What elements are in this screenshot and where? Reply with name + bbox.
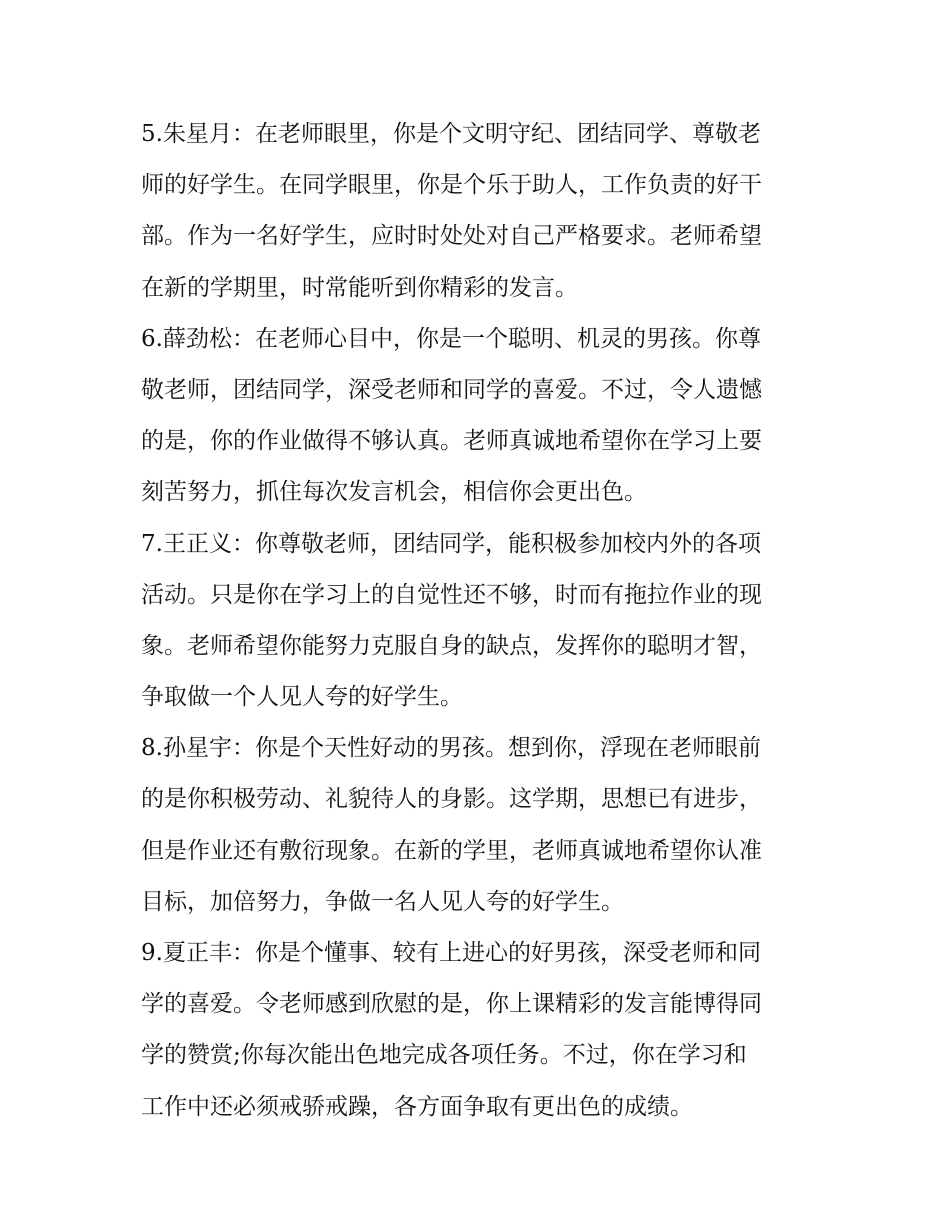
comment-entry-9 <box>141 928 819 1133</box>
text-line: 9.夏正丰：你是个懂事、较有上进心的好男孩，深受老师和同 <box>141 940 761 966</box>
text-line: 的是你积极劳动、礼貌待人的身影。这学期，思想已有进步， <box>141 786 762 813</box>
document-body <box>141 109 819 1133</box>
text-line: 但是作业还有敷衍现象。在新的学里，老师真诚地希望你认准 <box>141 837 762 864</box>
text-line: 活动。只是你在学习上的自觉性还不够，时而有拖拉作业的现 <box>141 581 762 608</box>
text-line: 6.薛劲松：在老师心目中，你是一个聪明、机灵的男孩。你尊 <box>141 325 761 352</box>
text-line: 5.朱星月：在老师眼里，你是个文明守纪、团结同学、尊敬老 <box>141 121 761 147</box>
text-line: 师的好学生。在同学眼里，你是个乐于助人，工作负责的好干 <box>141 172 762 199</box>
text-line: 刻苦努力，抓住每次发言机会，相信你会更出色。 <box>141 479 647 506</box>
comment-entry-6 <box>141 314 819 519</box>
comment-entry-5 <box>141 109 819 314</box>
text-line: 学的喜爱。令老师感到欣慰的是，你上课精彩的发言能博得同 <box>141 991 762 1018</box>
text-line: 在新的学期里，时常能听到你精彩的发言。 <box>141 274 578 301</box>
text-line: 8.孙星宇：你是个天性好动的男孩。想到你，浮现在老师眼前 <box>141 735 761 762</box>
text-line: 7.王正义：你尊敬老师，团结同学，能积极参加校内外的各项 <box>141 530 761 557</box>
comment-entry-7 <box>141 519 819 724</box>
text-line: 敬老师，团结同学，深受老师和同学的喜爱。不过，令人遗憾 <box>141 376 762 403</box>
text-line: 工作中还必须戒骄戒躁，各方面争取有更出色的成绩。 <box>141 1093 693 1120</box>
text-line: 象。老师希望你能努力克服自身的缺点，发挥你的聪明才智， <box>141 632 762 659</box>
text-line: 部。作为一名好学生，应时时处处对自己严格要求。老师希望 <box>141 223 762 250</box>
text-line: 学的赞赏;你每次能出色地完成各项任务。不过，你在学习和 <box>141 1042 747 1069</box>
comment-entry-8 <box>141 723 819 928</box>
text-line: 的是，你的作业做得不够认真。老师真诚地希望你在学习上要 <box>141 428 762 455</box>
text-line: 目标，加倍努力，争做一名人见人夸的好学生。 <box>141 888 624 915</box>
text-line: 争取做一个人见人夸的好学生。 <box>141 684 463 711</box>
